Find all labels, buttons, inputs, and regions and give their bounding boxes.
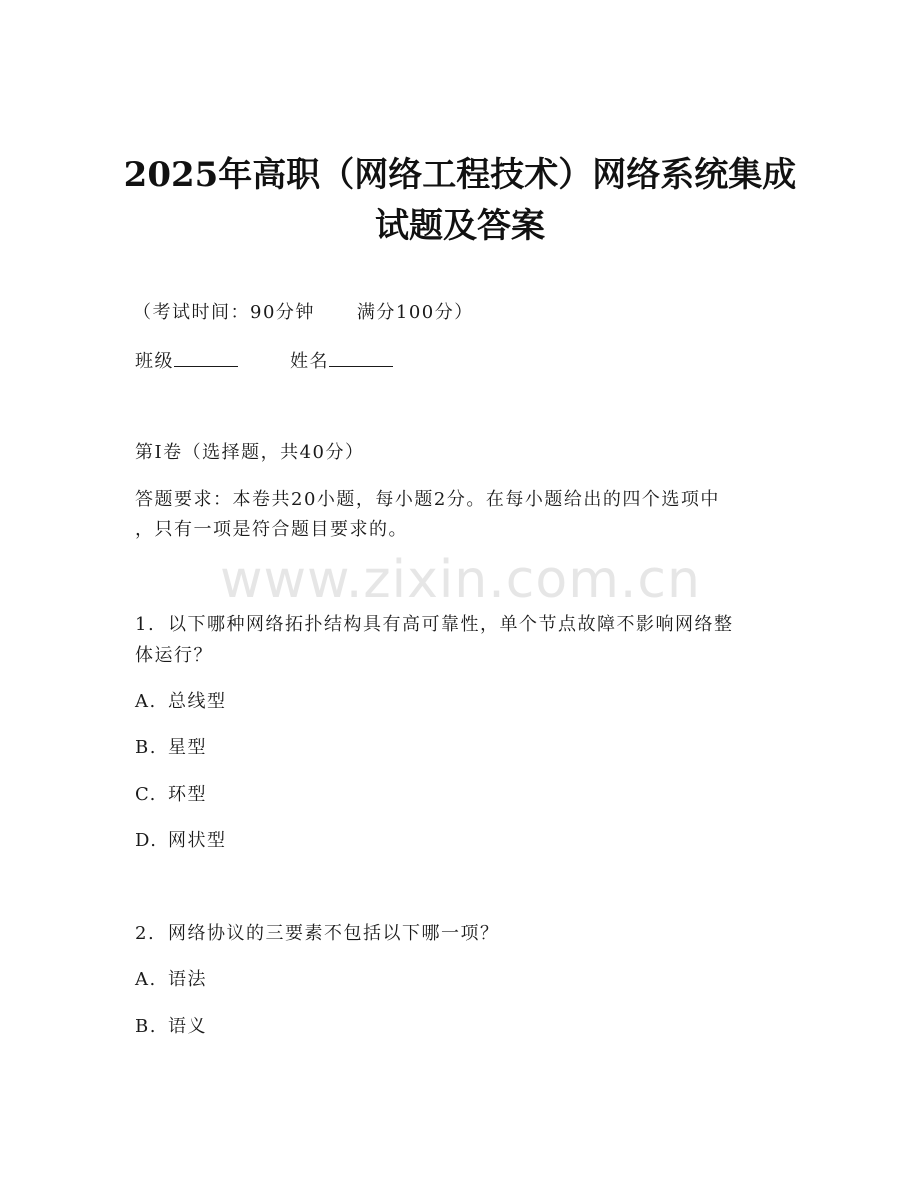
exam-info <box>133 300 474 326</box>
option-text: 语义 <box>168 1016 207 1037</box>
question-number: 1. <box>135 614 156 635</box>
full-score: 满分100分） <box>356 302 474 323</box>
option-text: 网状型 <box>168 830 227 851</box>
option-letter: A. <box>135 969 157 990</box>
option-text: 语法 <box>168 969 207 990</box>
option-letter: C. <box>135 784 157 805</box>
question-text-line-1: 网络协议的三要素不包括以下哪一项？ <box>168 923 500 944</box>
exam-time: （考试时间：90分钟 <box>133 302 315 323</box>
document-title-line-2: 试题及答案 <box>375 206 545 246</box>
option-text: 星型 <box>168 737 207 758</box>
document-title-line-1: 2025年高职（网络工程技术）网络系统集成 <box>123 155 797 195</box>
class-label: 班级 <box>135 351 174 372</box>
option-a <box>135 967 207 993</box>
question-number: 2. <box>135 923 156 944</box>
name-blank <box>329 348 393 367</box>
option-letter: A. <box>135 691 157 712</box>
option-c <box>135 782 207 808</box>
class-blank <box>174 348 238 367</box>
option-letter: D. <box>135 830 158 851</box>
option-text: 环型 <box>168 784 207 805</box>
question-text-line-1: 以下哪种网络拓扑结构具有高可靠性，单个节点故障不影响网络整 <box>168 614 734 635</box>
option-a <box>135 689 227 715</box>
question-2 <box>135 921 500 947</box>
question-text-line-2: 体运行？ <box>135 645 213 666</box>
option-letter: B. <box>135 737 157 758</box>
name-label: 姓名 <box>290 351 329 372</box>
option-d <box>135 828 227 854</box>
section-title: 第I卷（选择题，共40分） <box>135 442 365 463</box>
option-b <box>135 735 207 761</box>
option-text: 总线型 <box>168 691 227 712</box>
question-1 <box>135 612 734 638</box>
student-info <box>135 348 393 375</box>
instructions-line-1: 答题要求：本卷共20小题，每小题2分。在每小题给出的四个选项中 <box>135 489 720 510</box>
option-b <box>135 1014 207 1040</box>
watermark: www.zixin.com.cn <box>220 550 701 610</box>
option-letter: B. <box>135 1016 157 1037</box>
instructions-line-2: ，只有一项是符合题目要求的。 <box>135 519 408 540</box>
